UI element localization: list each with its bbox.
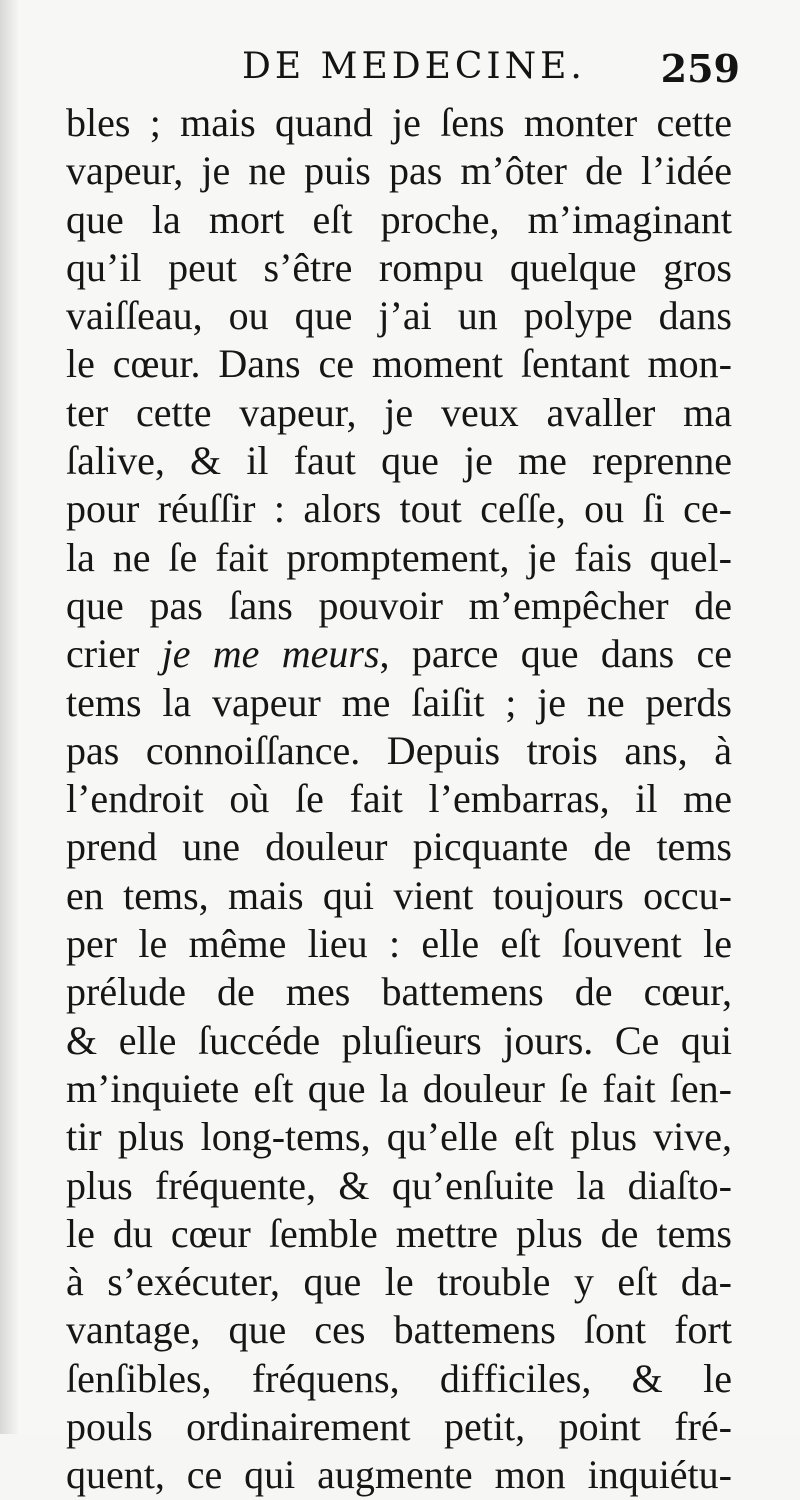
page-gutter-shadow xyxy=(0,0,18,1434)
italic-quote: je me meurs xyxy=(161,631,380,677)
text-line: prend une douleur picquante de tems xyxy=(66,824,732,870)
text-segment: , parce que dans ce xyxy=(379,631,732,677)
page-header xyxy=(60,44,740,100)
text-line: vapeur, je ne puis pas m’ôter de l’idée xyxy=(66,148,732,194)
body-text xyxy=(66,99,732,1500)
text-line: vantage, que ces battemens ſont fort xyxy=(66,1307,732,1353)
text-line: pouls ordinairement petit, point fré- xyxy=(66,1404,732,1450)
text-line: tems la vapeur me ſaiſit ; je ne perds xyxy=(66,679,732,725)
text-line: plus fréquente, & qu’enſuite la diaſto- xyxy=(66,1162,732,1208)
text-line: le du cœur ſemble mettre plus de tems xyxy=(66,1210,732,1256)
text-line: vaiſſeau, ou que j’ai un polype dans xyxy=(66,293,732,339)
text-line: ter cette vapeur, je veux avaller ma xyxy=(66,389,732,435)
text-line: l’endroit où ſe fait l’embarras, il me xyxy=(66,776,732,822)
text-line: à s’exécuter, que le trouble y eſt da- xyxy=(66,1259,732,1305)
text-line: pour réuſſir : alors tout ceſſe, ou ſi ce- xyxy=(66,486,732,532)
text-line: ſenſibles, fréquens, difficiles, & le xyxy=(66,1355,732,1401)
page-number: 259 xyxy=(660,46,740,91)
text-line: que la mort eſt proche, m’imaginant xyxy=(66,196,732,242)
text-line: la ne ſe fait promptement, je fais quel- xyxy=(66,534,732,580)
text-line: per le même lieu : elle eſt ſouvent le xyxy=(66,921,732,967)
text-line: en tems, mais qui vient toujours occu- xyxy=(66,872,732,918)
text-line: bles ; mais quand je ſens monter cette xyxy=(66,100,732,145)
text-line: ſalive, & il faut que je me reprenne xyxy=(66,438,732,484)
text-segment: crier xyxy=(66,631,140,677)
text-line: & elle ſuccéde pluſieurs jours. Ce qui xyxy=(66,1017,732,1063)
text-line-with-italic xyxy=(66,630,732,678)
text-line: le cœur. Dans ce moment ſentant mon- xyxy=(66,341,732,387)
text-line: m’inquiete eſt que la douleur ſe fait ſen- xyxy=(66,1065,732,1111)
text-line: tir plus long-tems, qu’elle eſt plus vive, xyxy=(66,1114,732,1160)
text-line: que pas ſans pouvoir m’empêcher de xyxy=(66,582,732,628)
running-head: DE MEDECINE. xyxy=(242,46,586,87)
text-line: qu’il peut s’être rompu quelque gros xyxy=(66,244,732,290)
text-line: pas connoiſſance. Depuis trois ans, à xyxy=(66,727,732,773)
text-line: prélude de mes battemens de cœur, xyxy=(66,969,732,1015)
text-line: quent, ce qui augmente mon inquiétu- xyxy=(66,1452,732,1498)
